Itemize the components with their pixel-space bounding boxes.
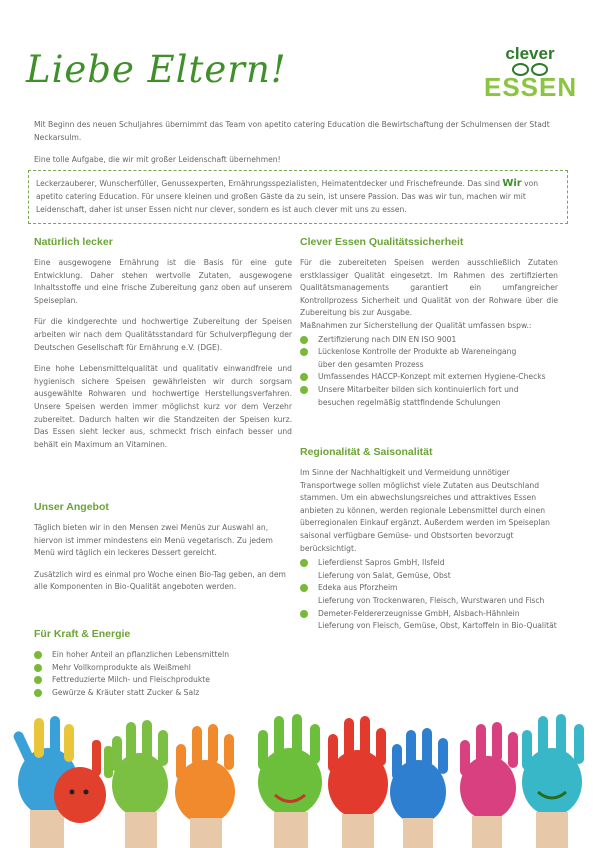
logo-line2: ESSEN bbox=[484, 72, 578, 102]
kraft-energie-list bbox=[34, 649, 292, 699]
bullet-icon bbox=[300, 610, 308, 618]
team-box-text-before: Leckerzauberer, Wunscherfüller, Genussexperten, Ernährungsspezialisten, Heimatentdecker und Frischefreunde. Das sind bbox=[36, 179, 503, 188]
hand-green bbox=[112, 720, 168, 848]
heading-regionalitaet: Regionalität & Saisonalität bbox=[300, 446, 433, 458]
clever-essen-logo bbox=[484, 44, 578, 102]
list-item: Unsere Mitarbeiter bilden sich kontinuierlich fort und besuchen regelmäßig stattfindende Schulungen bbox=[300, 384, 558, 409]
list-item: Edeka aus Pforzheim Lieferung von Trockenwaren, Fleisch, Wurstwaren und Fisch bbox=[300, 582, 558, 607]
hand-orange bbox=[175, 724, 235, 848]
bullet-icon bbox=[300, 584, 308, 592]
left-column bbox=[34, 236, 292, 460]
list-item: Demeter-Feldererzeugnisse GmbH, Alsbach-Hähnlein Lieferung von Fleisch, Gemüse, Obst, Kartoffeln in Bio-Qualität bbox=[300, 608, 558, 633]
hand-teal bbox=[522, 714, 584, 848]
team-box bbox=[28, 170, 568, 224]
logo-line1: clever bbox=[505, 44, 555, 63]
left-column-angebot bbox=[34, 501, 292, 603]
bullet-icon bbox=[34, 676, 42, 684]
bullet-icon bbox=[34, 689, 42, 697]
bullet-icon bbox=[300, 373, 308, 381]
list-item: Gewürze & Kräuter statt Zucker & Salz bbox=[34, 687, 292, 700]
natuerlich-lecker-p1: Eine ausgewogene Ernährung ist die Basis für eine gute Entwicklung. Daher stehen wertvolle Zutaten, ausgewogene Inhaltsstoffe und eine frische Zubereitung ganz oben auf unserem Speiseplan. bbox=[34, 258, 292, 305]
bullet-icon bbox=[300, 559, 308, 567]
bullet-icon bbox=[34, 664, 42, 672]
list-item: Fettreduzierte Milch- und Fleischprodukte bbox=[34, 674, 292, 687]
heading-qualitaetssicherheit: Clever Essen Qualitätssicherheit bbox=[300, 236, 464, 248]
team-box-text-after: von apetito catering Education. Für unsere kleinen und großen Gäste da zu sein, ist unsere Passion. Das was wir tun, machen wir mit Leidenschaft, daher ist unser Essen nicht nur clever, sondern es ist auch clever mit uns zu essen. bbox=[36, 179, 539, 214]
list-item: Lückenlose Kontrolle der Produkte ab Wareneingang über den gesamten Prozess bbox=[300, 346, 558, 371]
lieferanten-list bbox=[300, 557, 558, 633]
regional-p1: Im Sinne der Nachhaltigkeit und Vermeidung unnötiger Transportwege sollen möglichst viele Zutaten aus Deutschland stammen. Um ein abwechslungsreiches und attraktives Essen anbieten zu können, werden regionale Lebensmittel durch einen überregionalen Einkauf ergänzt. Außerdem werden im Speiseplan saisonal verfügbare Gemüse- und Obstsorten bevorzugt berücksichtigt. bbox=[300, 468, 550, 553]
page-title: Liebe Eltern! bbox=[26, 48, 287, 91]
bullet-icon bbox=[300, 336, 308, 344]
list-item: Lieferdienst Sapros GmbH, Ilsfeld Lieferung von Salat, Gemüse, Obst bbox=[300, 557, 558, 582]
bullet-icon bbox=[300, 386, 308, 394]
intro-paragraph-1: Mit Beginn des neuen Schuljahres übernimmt das Team von apetito catering Education die Bewirtschaftung der Schulmensen der Stadt Neckarsulm. bbox=[34, 120, 550, 142]
list-item: Ein hoher Anteil an pflanzlichen Lebensmitteln bbox=[34, 649, 292, 662]
hand-pink bbox=[460, 722, 518, 848]
hand-blue-2 bbox=[390, 728, 448, 848]
hand-red bbox=[54, 740, 113, 823]
heading-natuerlich-lecker: Natürlich lecker bbox=[34, 236, 113, 248]
right-column bbox=[300, 236, 558, 417]
unser-angebot-p1: Täglich bieten wir in den Mensen zwei Menüs zur Auswahl an, hiervon ist immer mindestens ein Menü vegetarisch. Zu jedem Menü wird täglich ein leckeres Dessert gereicht. bbox=[34, 523, 273, 558]
heading-kraft-energie: Für Kraft & Energie bbox=[34, 628, 131, 640]
hand-red-2 bbox=[328, 716, 388, 848]
team-box-wir: Wir bbox=[502, 178, 522, 189]
bullet-icon bbox=[300, 348, 308, 356]
qualitaet-list bbox=[300, 334, 558, 410]
hand-lime bbox=[258, 714, 322, 848]
list-item: Umfassendes HACCP-Konzept mit externen Hygiene-Checks bbox=[300, 371, 558, 384]
painted-hands-illustration bbox=[0, 700, 600, 848]
qualitaet-p2: Maßnahmen zur Sicherstellung der Qualität umfassen bspw.: bbox=[300, 320, 532, 330]
heading-unser-angebot: Unser Angebot bbox=[34, 501, 109, 513]
natuerlich-lecker-p2: Für die kindgerechte und hochwertige Zubereitung der Speisen arbeiten wir nach dem Qualitätsstandard für Schulverpflegung der Deutschen Gesellschaft für Ernährung e.V. (DGE). bbox=[34, 317, 292, 352]
right-column-regional bbox=[300, 446, 558, 641]
intro-paragraph-2: Eine tolle Aufgabe, die wir mit großer Leidenschaft übernehmen! bbox=[34, 155, 281, 164]
natuerlich-lecker-p3: Eine hohe Lebensmittelqualität und qualitativ einwandfreie und hygienisch sichere Speisen gewährleisten wir durch sorgsam ausgewählte Rohwaren und hochwertige Herstellungsverfahren. Unsere Speisen werden immer möglichst kurz vor dem Verzehr zubereitet. Dadurch halten wir die Standzeiten der Speisen kurz. Das Essen sieht lecker aus, schmeckt frisch einfach besser und behält ein Maximum an Vitaminen. bbox=[34, 364, 292, 449]
qualitaet-p1: Für die zubereiteten Speisen werden ausschließlich Zutaten erstklassiger Qualität eingesetzt. Im Rahmen des zertifizierten Qualitätsmanagements garantiert ein umfangreicher Kontrollprozess Sicherheit und Qualität von der Rohware über die Zubereitung bis zur Ausgabe. bbox=[300, 258, 558, 318]
list-item: Mehr Vollkornprodukte als Weißmehl bbox=[34, 662, 292, 675]
list-item: Zertifizierung nach DIN EN ISO 9001 bbox=[300, 334, 558, 347]
unser-angebot-p2: Zusätzlich wird es einmal pro Woche einen Bio-Tag geben, an dem alle Komponenten in Bio-Qualität angeboten werden. bbox=[34, 569, 286, 592]
bullet-icon bbox=[34, 651, 42, 659]
left-column-kraft bbox=[34, 628, 292, 707]
